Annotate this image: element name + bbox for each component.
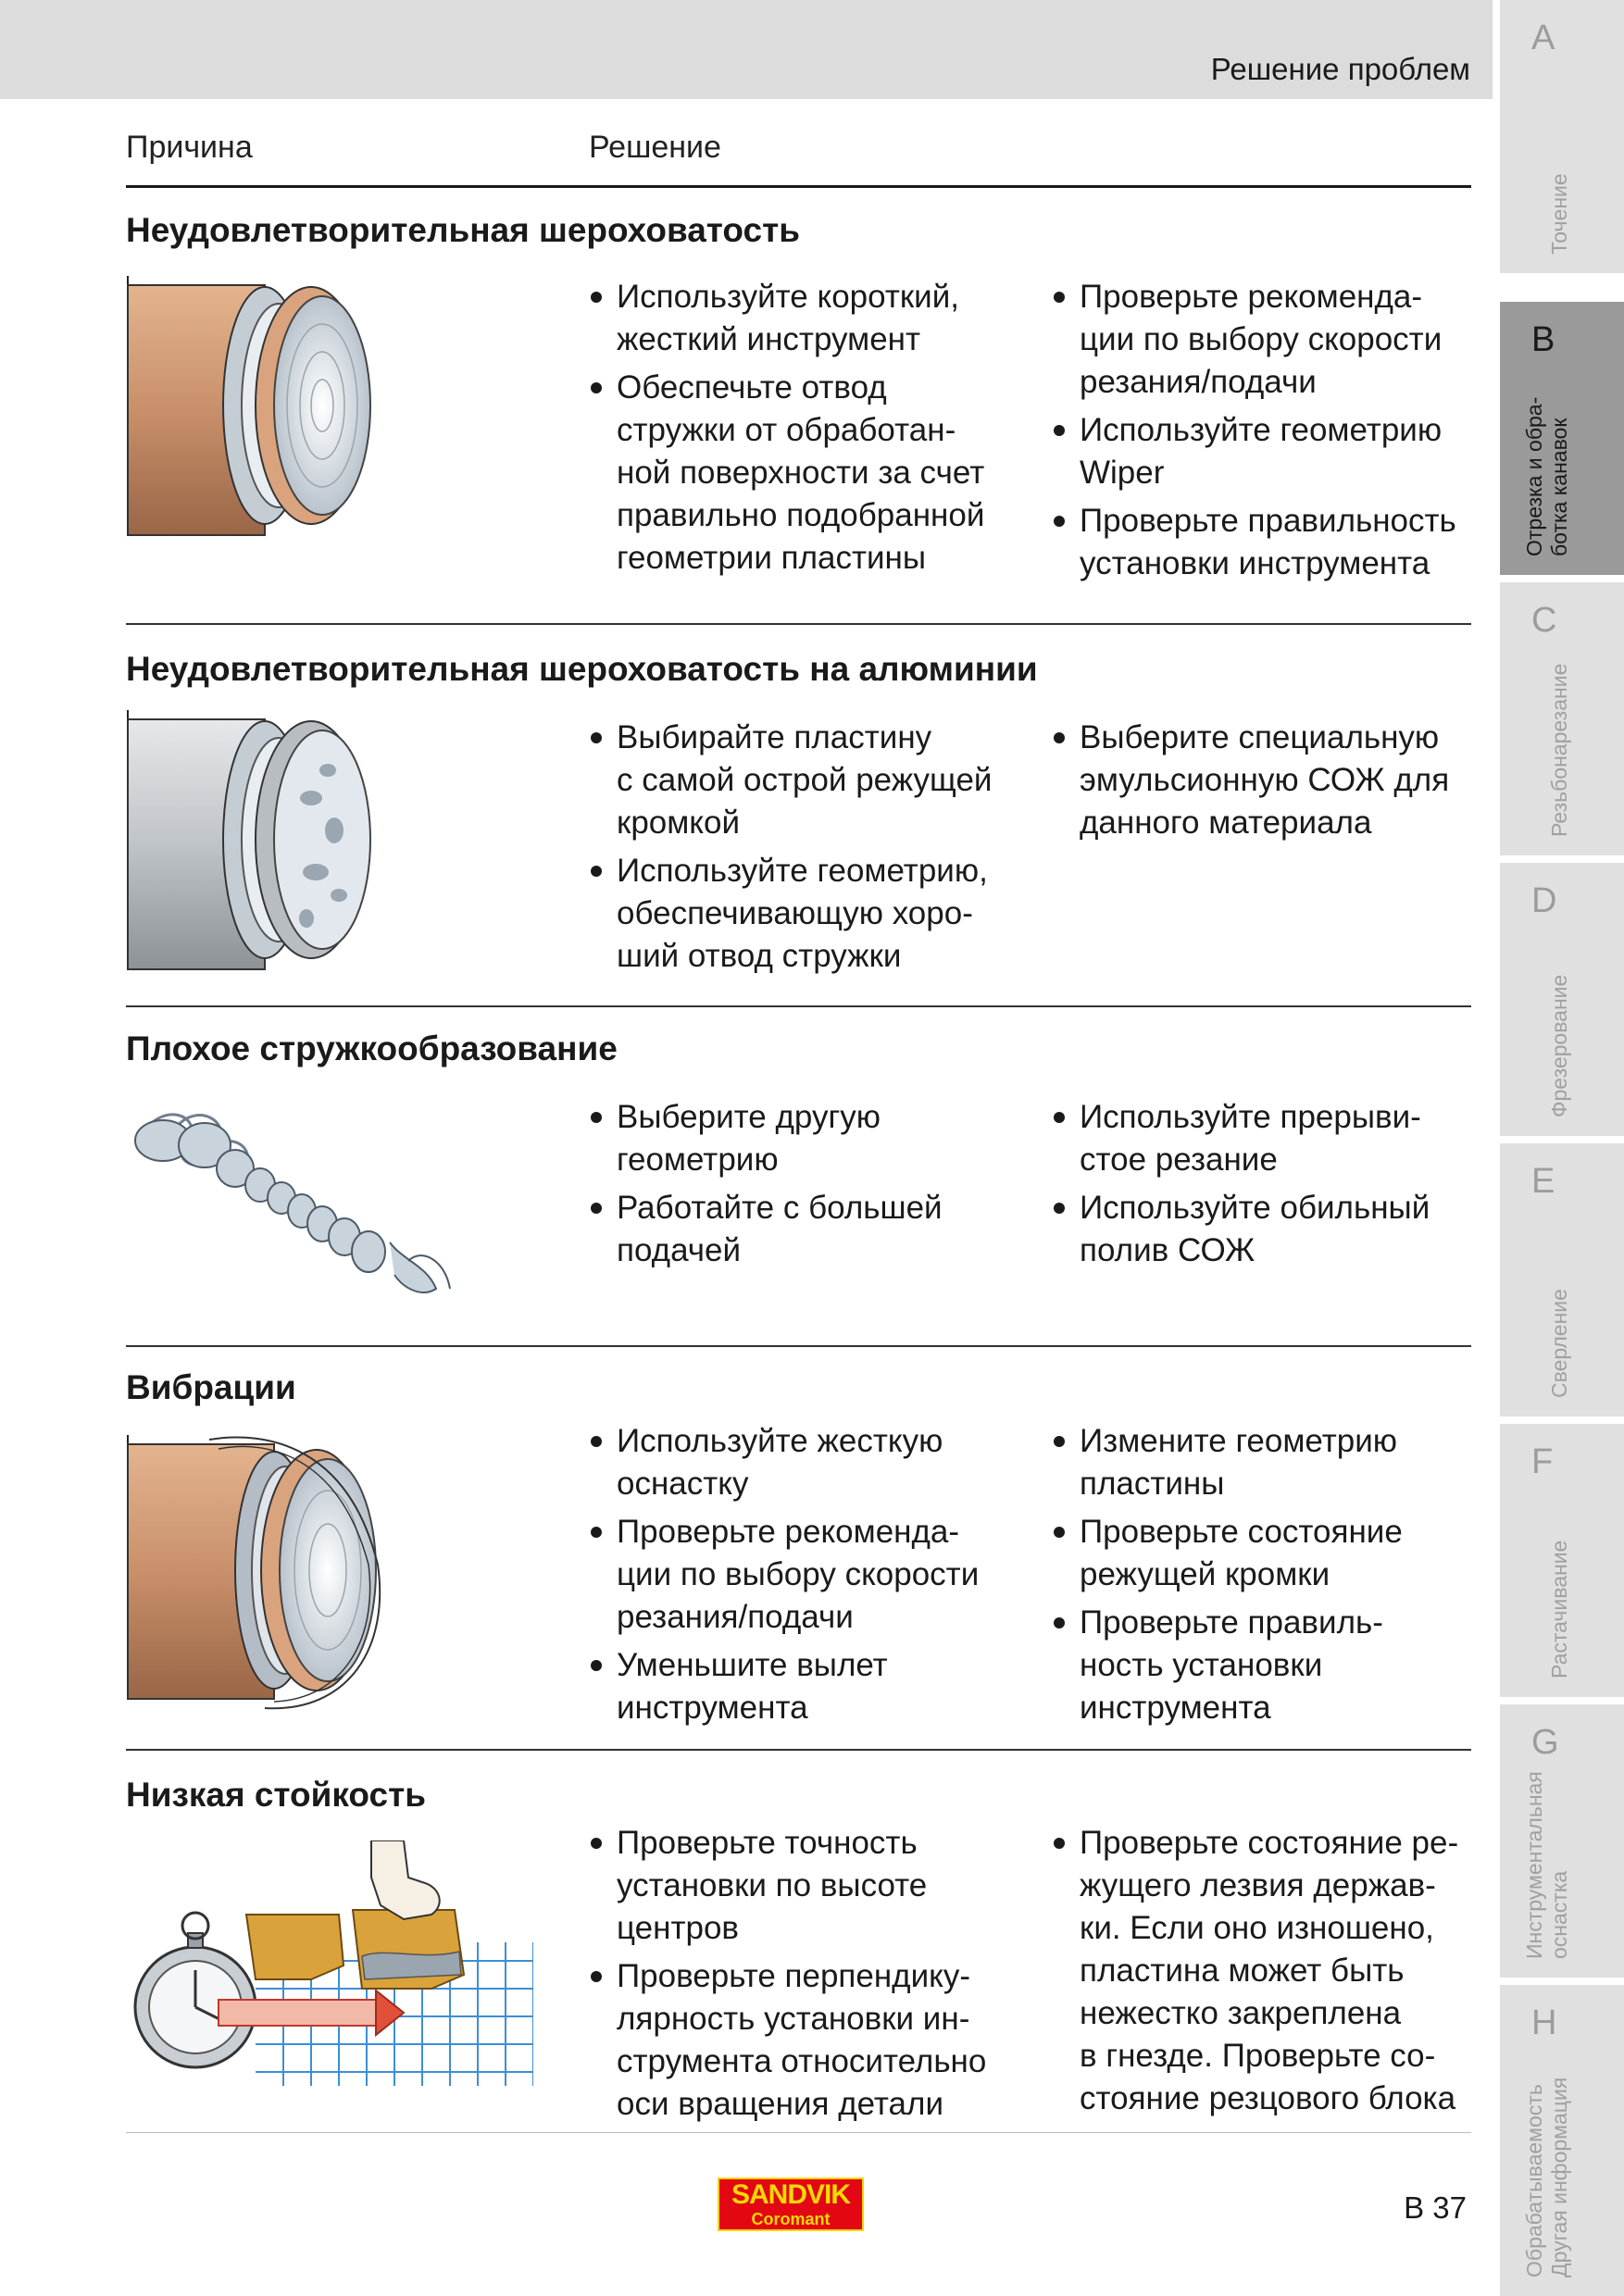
section-divider: [126, 1005, 1471, 1007]
tab-c[interactable]: C Резьбонарезание: [1500, 582, 1624, 855]
section-title: Плохое стружкообразование: [126, 1029, 618, 1067]
tab-a[interactable]: A Точение: [1500, 0, 1624, 273]
list-item: Работайте с большей подачей: [589, 1187, 1033, 1272]
column-header-cause: Причина: [126, 130, 253, 165]
chip-spiral-illustration: [126, 1104, 459, 1316]
list-item: Проверьте рекоменда- ции по выбору скорости резания/подачи: [1052, 276, 1487, 404]
solution-list-column-1: [589, 717, 1033, 983]
solution-list-column-1: [589, 1822, 1033, 2131]
list-item: Выберите другую геометрию: [589, 1096, 1033, 1181]
tab-d[interactable]: D Фрезерование: [1500, 863, 1624, 1136]
tab-b[interactable]: B Отрезка и обра- ботка канавок: [1500, 302, 1624, 575]
tool-life-illustration: [126, 1841, 533, 2090]
solution-list-column-2: [1052, 276, 1487, 591]
section-poor-chip-formation: [126, 1029, 1471, 1335]
tab-f[interactable]: F Растачивание: [1500, 1424, 1624, 1697]
list-item: Измените геометрию пластины: [1052, 1420, 1487, 1505]
section-short-tool-life: [126, 1776, 1471, 2128]
list-item: Проверьте перпендику- лярность установки ин- струмента относительно оси вращения детали: [589, 1955, 1033, 2126]
solution-list-column-2: [1052, 1096, 1487, 1278]
list-item: Выберите специальную эмульсионную СОЖ для данного материала: [1052, 717, 1487, 844]
list-item: Проверьте рекоменда- ции по выбору скорости резания/подачи: [589, 1511, 1033, 1639]
workpiece-aluminium-illustration: [126, 710, 385, 979]
solution-list-column-1: [589, 276, 1033, 585]
list-item: Используйте жесткую оснастку: [589, 1420, 1033, 1505]
solution-list-column-2: [1052, 717, 1487, 850]
tab-h[interactable]: H Обрабатываемость Другая информация: [1500, 1985, 1624, 2296]
header-divider: [126, 185, 1471, 188]
solution-list-column-1: [589, 1096, 1033, 1278]
section-title: Низкая стойкость: [126, 1776, 426, 1814]
workpiece-copper-illustration: [126, 276, 385, 544]
list-item: Проверьте точность установки по высоте центров: [589, 1822, 1033, 1950]
list-item: Уменьшите вылет инструмента: [589, 1644, 1033, 1729]
list-item: Проверьте состояние ре- жущего лезвия держав- ки. Если оно изношено, пластина может быть нежестко закреплена в гнезде. Проверьте со- стояние резцового блока: [1052, 1822, 1487, 2120]
page-header-title: Решение проблем: [1210, 52, 1470, 86]
tab-e[interactable]: E Сверление: [1500, 1143, 1624, 1416]
section-title: Вибрации: [126, 1368, 296, 1406]
list-item: Используйте обильный полив СОЖ: [1052, 1187, 1487, 1272]
list-item: Выбирайте пластину с самой острой режущей кромкой: [589, 717, 1033, 844]
list-item: Проверьте правильность установки инструмента: [1052, 500, 1487, 585]
sandvik-coromant-logo: SANDVIK Coromant: [718, 2177, 864, 2231]
list-item: Используйте геометрию, обеспечивающую хоро- ший отвод стружки: [589, 850, 1033, 978]
section-title: Неудовлетворительная шероховатость на алюминии: [126, 650, 1038, 688]
chapter-tabs: [1500, 0, 1624, 2296]
section-title: Неудовлетворительная шероховатость: [126, 211, 800, 249]
tab-g[interactable]: G Инструментальная оснастка: [1500, 1704, 1624, 1978]
column-header-solution: Решение: [589, 130, 721, 165]
list-item: Используйте геометрию Wiper: [1052, 409, 1487, 494]
page-number: B 37: [1404, 2190, 1467, 2225]
list-item: Используйте прерыви- стое резание: [1052, 1096, 1487, 1181]
solution-list-column-1: [589, 1420, 1033, 1735]
section-divider: [126, 1345, 1471, 1347]
section-vibrations: [126, 1368, 1471, 1739]
section-divider: [126, 1749, 1471, 1751]
workpiece-vibration-illustration: [126, 1435, 394, 1713]
list-item: Используйте короткий, жесткий инструмент: [589, 276, 1033, 361]
section-divider: [126, 623, 1471, 625]
solution-list-column-2: [1052, 1822, 1487, 2126]
footer-divider: [126, 2132, 1471, 2133]
solution-list-column-2: [1052, 1420, 1487, 1735]
section-poor-surface-finish: [126, 211, 1471, 618]
section-poor-surface-finish-aluminium: [126, 650, 1471, 1002]
list-item: Проверьте правиль- ность установки инструмента: [1052, 1602, 1487, 1729]
list-item: Обеспечьте отвод стружки от обработан- ной поверхности за счет правильно подобранной геометрии пластины: [589, 367, 1033, 580]
list-item: Проверьте состояние режущей кромки: [1052, 1511, 1487, 1596]
